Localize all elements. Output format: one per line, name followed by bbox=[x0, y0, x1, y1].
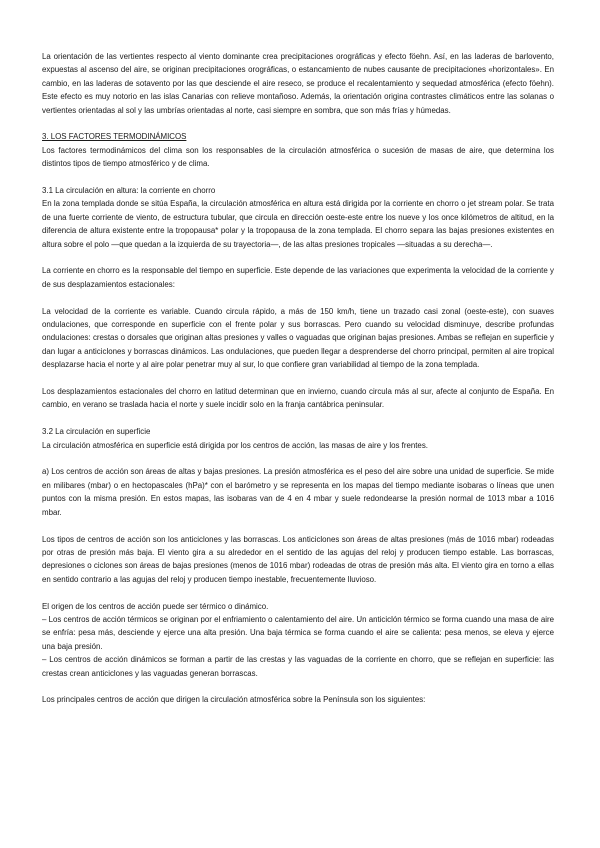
main-centers-paragraph: Los principales centros de acción que dirigen la circulación atmosférica sobre la Península son los siguientes: bbox=[42, 695, 426, 705]
action-center-types-paragraph: Los tipos de centros de acción son los anticiclones y las borrascas. Los anticiclones son áreas de altas presiones (más de 1016 mbar) rodeadas por otras de presión más baja. El viento gira a su alrededor en el sentido de las agujas del reloj y producen tiempo estable. Las borrascas, depresiones o ciclones son áreas de bajas presiones (menos de 1016 mbar) rodeadas de otras de presión más alta. El viento gira en torno a ellas en sentido contrario a las agujas del reloj y producen tiempo inestable, frecuentemente lluvioso. bbox=[42, 534, 554, 584]
section-3-1-heading: 3.1 La circulación en altura: la corriente en chorro bbox=[42, 186, 216, 196]
thermic-centers-item: – Los centros de acción térmicos se originan por el enfriamiento o calentamiento del aire. Un anticiclón térmico se forma cuando una masa de aire se enfría: pesa más, desciende y ejerce una alta presión. Una baja térmica se forma cuando el aire se calienta: pesa menos, se eleva y ejerce una baja presión. bbox=[42, 614, 554, 651]
jet-velocity-paragraph: La velocidad de la corriente es variable. Cuando circula rápido, a más de 150 km/h, tiene un trazado casi zonal (oeste-este), con suaves ondulaciones, que corresponde en superficie con el frente polar y sus borrascas. Pero cuando su velocidad disminuye, describe profundas ondulaciones: crestas o dorsales que originan altas presiones y valles o vaguadas que originan bajas presiones. Ambas se reflejan en superficie y dan lugar a anticiclones y borrascas dinámicos. Las ondulaciones, que pueden llegar a desprenderse del chorro principal, permiten al aire tropical desplazarse hacia el norte y al aire polar penetrar muy al sur, lo que confiere gran variabilidad al tiempo de la zona templada. bbox=[42, 306, 554, 370]
section-3-2-heading: 3.2 La circulación en superficie bbox=[42, 427, 151, 437]
section-3-heading: 3. LOS FACTORES TERMODINÁMICOS bbox=[42, 132, 187, 142]
document-body bbox=[42, 50, 554, 707]
intro-paragraph: La orientación de las vertientes respecto al viento dominante crea precipitaciones orográficas y efecto föehn. Así, en las laderas de barlovento, expuestas al ascenso del aire, se originan precipitaciones orográficas, o estancamiento de nubes causante de precipitaciones «horizontales». En cambio, en las laderas de sotavento por las que desciende el aire reseco, se produce el recalentamiento y sequedad atmosférica (efecto föehn). Este efecto es muy notorio en las islas Canarias con relieve montañoso. Además, la orientación origina contrastes climáticos entre las solanas o vertientes orientadas al sol y las umbrías orientadas al norte, casi siempre en sombra, que son más frías y húmedas. bbox=[42, 52, 554, 115]
section-3-intro: Los factores termodinámicos del clima son los responsables de la circulación atmosférica o sucesión de masas de aire, que determina los distintos tipos de tiempo atmosférico y de clima. bbox=[42, 145, 554, 169]
dynamic-centers-item: – Los centros de acción dinámicos se forman a partir de las crestas y las vaguadas de la corriente en chorro, que se reflejan en superficie: las crestas crean anticiclones y las vaguadas generan borrascas. bbox=[42, 655, 554, 678]
jet-stream-paragraph: En la zona templada donde se sitúa España, la circulación atmosférica en altura está dirigida por la corriente en chorro o jet stream polar. Se trata de una fuerte corriente de viento, de estructura tubular, que circula en dirección oeste-este entre los nueve y los once kilómetros de altitud, en la diferencia de altura existente entre la tropopausa* polar y la tropopausa de la zona templada. El chorro separa las bajas presiones existentes en altura sobre el polo —que quedan a la izquierda de su trayectoria—, de las altas presiones tropicales —situadas a su derecha—. bbox=[42, 199, 554, 249]
seasonal-displacement-paragraph: Los desplazamientos estacionales del chorro en latitud determinan que en invierno, cuando circula más al sur, afecte al conjunto de España. En cambio, en verano se traslada hacia el norte y suele incidir solo en la franja cantábrica peninsular. bbox=[42, 387, 554, 410]
section-3-2-intro: La circulación atmosférica en superficie está dirigida por los centros de acción, las masas de aire y los frentes. bbox=[42, 440, 428, 450]
action-centers-paragraph: a) Los centros de acción son áreas de altas y bajas presiones. La presión atmosférica es el peso del aire sobre una unidad de superficie. Se mide en milibares (mbar) o en hectopascales (hPa)* con el barómetro y se representa en los mapas del tiempo mediante isobaras o líneas que unen puntos con la misma presión. En estos mapas, las isobaras van de 4 en 4 mbar y suele redondearse la presión normal de 1013 mbar a 1016 mbar. bbox=[42, 467, 554, 517]
surface-weather-paragraph: La corriente en chorro es la responsable del tiempo en superficie. Este depende de las variaciones que experimenta la velocidad de la corriente y de sus desplazamientos estacionales: bbox=[42, 266, 554, 289]
origin-lead: El origen de los centros de acción puede ser térmico o dinámico. bbox=[42, 601, 269, 611]
